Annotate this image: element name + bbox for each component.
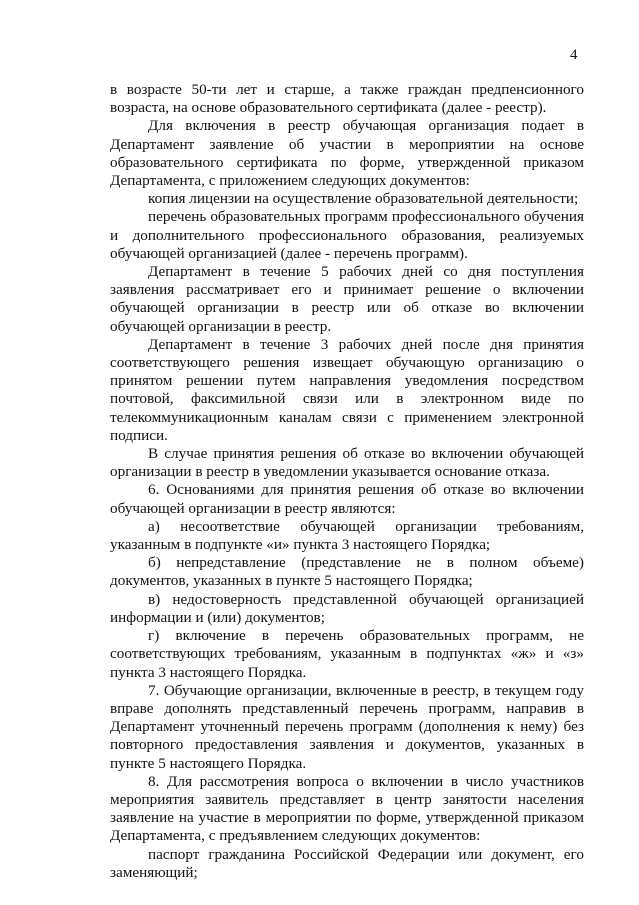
- paragraph: 7. Обучающие организации, включенные в реестр, в текущем году вправе дополнять представленный перечень программ, направив в Департамент уточненный перечень программ (дополнения к нему) без повторного предоставления заявления и документов, указанных в пункте 5 настоящего Порядка.: [110, 681, 584, 772]
- list-item: а) несоответствие обучающей организации требованиям, указанным в подпункте «и» пункта 3 настоящего Порядка;: [110, 517, 584, 554]
- paragraph: паспорт гражданина Российской Федерации или документ, его заменяющий;: [110, 845, 584, 881]
- paragraph: Департамент в течение 5 рабочих дней со дня поступления заявления рассматривает его и принимает решение о включении обучающей организации в реестр или об отказе во включении обучающей организации в реестр.: [110, 263, 584, 335]
- paragraph: Департамент в течение 3 рабочих дней после дня принятия соответствующего решения извещает обучающую организацию о принятом решении путем направления уведомления посредством почтовой, факсимильной связи или в электронном виде по телекоммуникационным каналам связи с применением электронной подписи.: [110, 335, 584, 444]
- list-item: в) недостоверность представленной обучающей организацией информации и (или) документов;: [110, 590, 584, 626]
- paragraph: в возрасте 50-ти лет и старше, а также граждан предпенсионного возраста, на основе образовательного сертификата (далее - реестр).: [110, 81, 584, 117]
- paragraph: 8. Для рассмотрения вопроса о включении в число участников мероприятия заявитель представляет в центр занятости населения заявление на участие в мероприятии по форме, утвержденной приказом Департамента, с предъявлением следующих документов:: [110, 772, 584, 845]
- paragraph: перечень образовательных программ профессионального обучения и дополнительного профессионального образования, реализуемых обучающей организацией (далее - перечень программ).: [110, 208, 584, 262]
- document-body: [110, 81, 584, 882]
- paragraph: копия лицензии на осуществление образовательной деятельности;: [148, 190, 579, 208]
- paragraph: Для включения в реестр обучающая организация подает в Департамент заявление об участии в мероприятии на основе образовательного сертификата по форме, утвержденной приказом Департамента, с приложением следующих документов:: [110, 117, 584, 190]
- paragraph: 6. Основаниями для принятия решения об отказе во включении обучающей организации в реестр являются:: [110, 481, 584, 517]
- list-item: б) непредставление (представление не в полном объеме) документов, указанных в пункте 5 настоящего Порядка;: [110, 554, 584, 590]
- paragraph: В случае принятия решения об отказе во включении обучающей организации в реестр в уведомлении указывается основание отказа.: [110, 445, 584, 481]
- page-number: 4: [570, 47, 578, 63]
- list-item: г) включение в перечень образовательных программ, не соответствующих требованиям, указанным в подпунктах «ж» и «з» пункта 3 настоящего Порядка.: [110, 627, 584, 681]
